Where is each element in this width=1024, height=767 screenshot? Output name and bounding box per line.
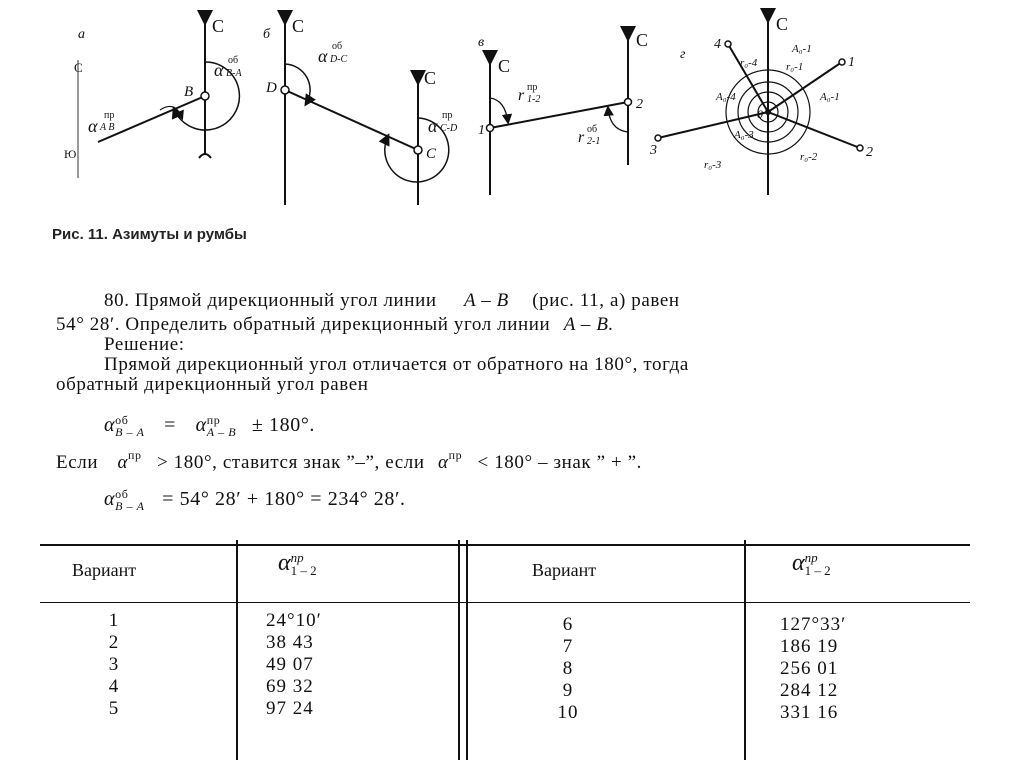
panel-b-point-c [414,146,422,154]
formula-1-rhs-index [207,414,236,438]
panel-v-point-2 [625,99,632,106]
formula-1-lhs-sub: B – A [115,425,145,440]
panel-b-alpha2-sup: об [332,41,343,52]
right-variant-6: 6 [562,614,574,635]
left-variant-4: 4 [108,676,120,697]
header-alpha-left-index [291,551,317,577]
table-divider-2b [466,540,468,760]
panel-v-point-2-label: 2 [636,97,643,112]
table-divider-1 [236,540,238,760]
header-alpha-right-sup: пр [804,550,818,566]
panel-g-point-2-label: 2 [866,145,873,160]
panel-v-line-12 [490,102,628,128]
problem-line-1-tail: (рис. 11, а) равен [532,290,680,311]
panel-g-point-3 [655,135,661,141]
panel-a-alpha-sub: A B [100,122,115,133]
solution-heading: Решение: [104,334,185,355]
panel-g-label: г [680,47,686,62]
panel-a-alpha: α [88,116,98,136]
formula-2-sup: пр [128,448,142,462]
table-top-rule [40,544,970,546]
problem-line-1-text: 80. Прямой дирекционный угол линии [104,290,437,311]
problem-line-2 [56,314,614,336]
panel-b-point-d [281,86,289,94]
right-variant-8: 8 [562,658,574,679]
panel-a-alpha-sup: пр [104,110,115,121]
left-variant-1: 1 [108,610,120,631]
panel-g-label-a03: A₀-3 [734,129,754,141]
panel-b-line-dc [285,90,418,150]
panel-g-north-label: С [776,14,789,34]
panel-v-point-1-label: 1 [478,123,485,138]
formula-2-if: Если [56,452,99,473]
panel-g-center-label: 0 [757,107,763,121]
panel-a-point-b-label: B [184,84,194,100]
right-angle-9: 284 12 [780,680,839,701]
panel-g-label-a01: A₀-1 [820,91,840,103]
panel-v-label: в [478,35,485,50]
formula-3-rhs: = 54° 28′ + 180° = 234° 28′. [162,488,406,510]
panel-a-point-b [201,92,209,100]
problem-line-1-ab: A – B [463,290,509,311]
left-angle-3: 49 07 [266,654,314,675]
right-variant-10: 10 [557,702,579,723]
panel-a-meridian-foot [199,154,211,158]
panel-g-label-r02: r₀-2 [800,151,818,163]
panel-b-alpha1-sup: об [228,55,239,66]
panel-g-ray-1 [768,62,842,112]
figure-caption: Рис. 11. Азимуты и румбы [52,226,247,243]
panel-b-alpha1-sub: B-A [226,68,242,79]
panel-g-label-r04: r₀-4 [740,57,758,69]
header-alpha-right-index [805,551,831,577]
panel-b-point-c-label: C [426,146,437,162]
panel-v-r1-sup: пр [527,82,538,93]
panel-b [214,16,458,205]
left-angle-4: 69 32 [266,676,314,697]
header-variant-right: Вариант [532,560,597,580]
panel-b-arc-d [285,64,310,104]
panel-v-arc-2 [608,108,628,132]
problem-line-2-ab: A – B. [563,314,614,335]
formula-1-lhs-sup: об [115,413,129,428]
panel-v-r2: r [578,129,585,146]
panel-b-alpha3-sup: пр [442,110,453,121]
header-alpha-right-symbol: α [792,550,805,576]
panel-g-point-1 [839,59,845,65]
panel-b-alpha2: α [318,46,328,66]
problem-line-2-text: 54° 28′. Определить обратный дирекционный угол линии [56,314,551,335]
panel-g-point-4 [725,41,731,47]
formula-2-mid: > 180°, ставится знак ”–”, если [157,452,425,473]
header-alpha-right [792,550,831,577]
panel-g-point-3-label: 3 [650,143,657,158]
right-angle-7: 186 19 [780,636,839,657]
panel-g-point-1-label: 1 [848,55,855,70]
formula-1-rhs-sub: A – B [206,425,237,440]
right-angle-6: 127°33′ [780,614,847,635]
right-variant-9: 9 [562,680,574,701]
panel-b-alpha3: α [428,116,438,136]
left-angle-1: 24°10′ [266,610,322,631]
panel-a [64,16,239,178]
formula-2-tail: < 180° – знак ” + ”. [477,452,643,473]
formula-3 [104,488,406,512]
panel-g-ray-2 [768,112,860,148]
header-alpha-left-symbol: α [278,550,291,576]
formula-3-lhs-index [115,488,144,512]
panel-g-label-r01: r₀-1 [786,61,804,73]
panel-g-point-2 [857,145,863,151]
formula-1-alpha-lhs: α [104,414,116,436]
formula-2-alpha: α [117,452,129,473]
formula-2 [56,448,643,474]
left-variant-2: 2 [108,632,120,653]
table-header-rule [40,602,970,603]
panel-b-point-d-label: D [266,80,277,96]
panel-v-north-label-1: С [498,56,511,76]
left-angle-5: 97 24 [266,698,314,719]
left-variant-5: 5 [108,698,120,719]
right-angle-8: 256 01 [780,658,839,679]
formula-1-tail: ± 180°. [251,414,316,436]
panel-v-r2-sup: об [587,124,598,135]
panel-a-south-faded: Ю [64,147,77,161]
panel-g-label-a04: A₀-4 [716,91,736,103]
panel-g-point-4-label: 4 [714,37,721,52]
panel-v-r2-sub: 2-1 [587,136,601,147]
panel-b-north-label-c: С [424,68,437,88]
panel-b-label: б [263,27,271,42]
right-angle-10: 331 16 [780,702,839,723]
panel-g [649,14,873,195]
header-alpha-left-sup: пр [290,550,304,566]
formula-1-eq: = [164,414,177,436]
formula-2-alpha2: α [437,452,449,473]
table-divider-3 [744,540,746,760]
left-variant-3: 3 [108,654,120,675]
panel-a-north-label: С [212,16,225,36]
formula-3-lhs-sup: об [115,487,129,502]
formula-1-lhs-index [115,414,144,438]
panel-b-alpha1: α [214,60,224,80]
formula-3-alpha: α [104,488,116,510]
formula-1-alpha-rhs: α [195,414,207,436]
problem-line-1 [104,290,680,312]
formula-2-sup2: пр [448,448,463,462]
left-angle-2: 38 43 [266,632,314,653]
header-alpha-left [278,550,317,577]
panel-v-r1: r [518,87,525,104]
formula-1 [104,414,315,438]
right-variant-7: 7 [562,636,574,657]
panel-v-north-label-2: С [636,30,649,50]
formula-1-rhs-sup: пр [206,413,221,428]
panel-a-north-faded: С [74,60,83,75]
azimuth-figure [0,0,1024,220]
panel-v [478,30,648,195]
formula-3-lhs-sub: B – A [115,499,145,514]
header-alpha-left-sub: 1 – 2 [290,563,317,579]
panel-a-label: а [78,27,85,42]
panel-g-label-a01-top: A₀-1 [792,43,812,55]
table-divider-2a [458,540,460,760]
panel-v-arc-1 [490,98,508,122]
panel-g-center [765,109,771,115]
panel-v-r1-sub: 1-2 [527,94,541,105]
variants-table [40,540,970,760]
panel-v-point-1 [487,125,494,132]
panel-b-alpha3-sub: C-D [440,123,458,134]
header-variant-left: Вариант [72,560,137,580]
header-alpha-right-sub: 1 – 2 [804,563,831,579]
solution-line-1: Прямой дирекционный угол отличается от обратного на 180°, тогда [104,354,689,375]
panel-b-north-label-d: С [292,16,305,36]
panel-g-label-r03: r₀-3 [704,159,722,171]
panel-b-alpha2-sub: D-C [330,54,348,65]
solution-line-2: обратный дирекционный угол равен [56,374,369,395]
